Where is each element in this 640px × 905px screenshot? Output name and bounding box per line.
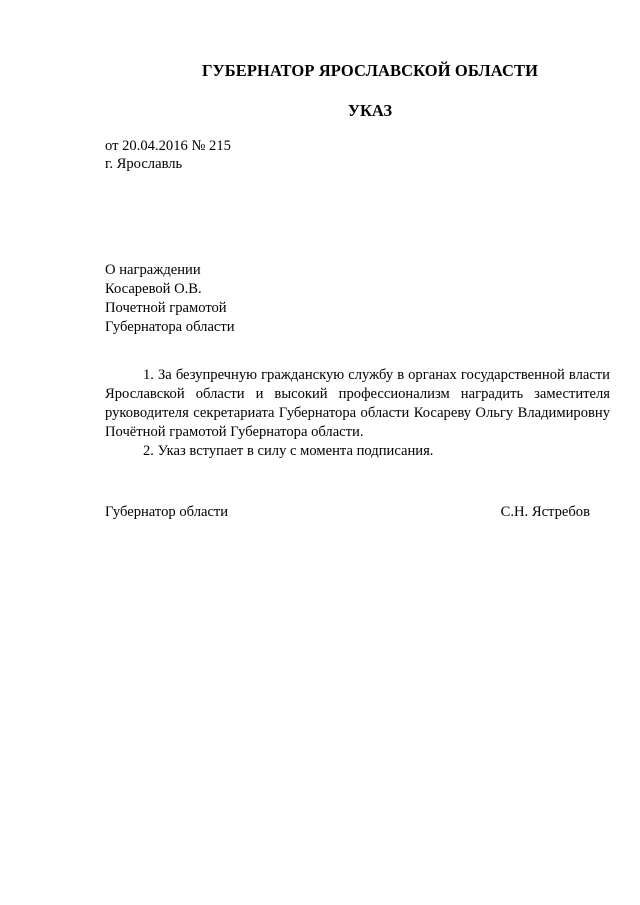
decree-body (105, 366, 610, 461)
subject-line: О награждении (105, 262, 201, 278)
signatory-title: Губернатор области (105, 504, 229, 520)
subject-block (105, 261, 235, 337)
signature-block (105, 503, 590, 522)
document-meta (105, 137, 231, 173)
decree-paragraph-1: 1. За безупречную гражданскую службу в органах государственной власти Ярославской области и высокий профессионализм наградить заместителя руководителя секретариата Губернатора области Косареву Ольгу Владимировну Почётной грамотой Губернатора области. (105, 367, 610, 440)
subject-line: Почетной грамотой (105, 300, 227, 316)
subject-line: Косаревой О.В. (105, 281, 202, 297)
city: г. Ярославль (105, 156, 183, 172)
date-number: от 20.04.2016 № 215 (105, 138, 231, 154)
issuer-heading: ГУБЕРНАТОР ЯРОСЛАВСКОЙ ОБЛАСТИ (201, 61, 539, 80)
decree-paragraph-2: 2. Указ вступает в силу с момента подписания. (143, 443, 434, 459)
signatory-name: С.Н. Ястребов (500, 504, 590, 520)
subject-line: Губернатора области (105, 319, 235, 335)
document-type-heading: УКАЗ (347, 101, 393, 120)
